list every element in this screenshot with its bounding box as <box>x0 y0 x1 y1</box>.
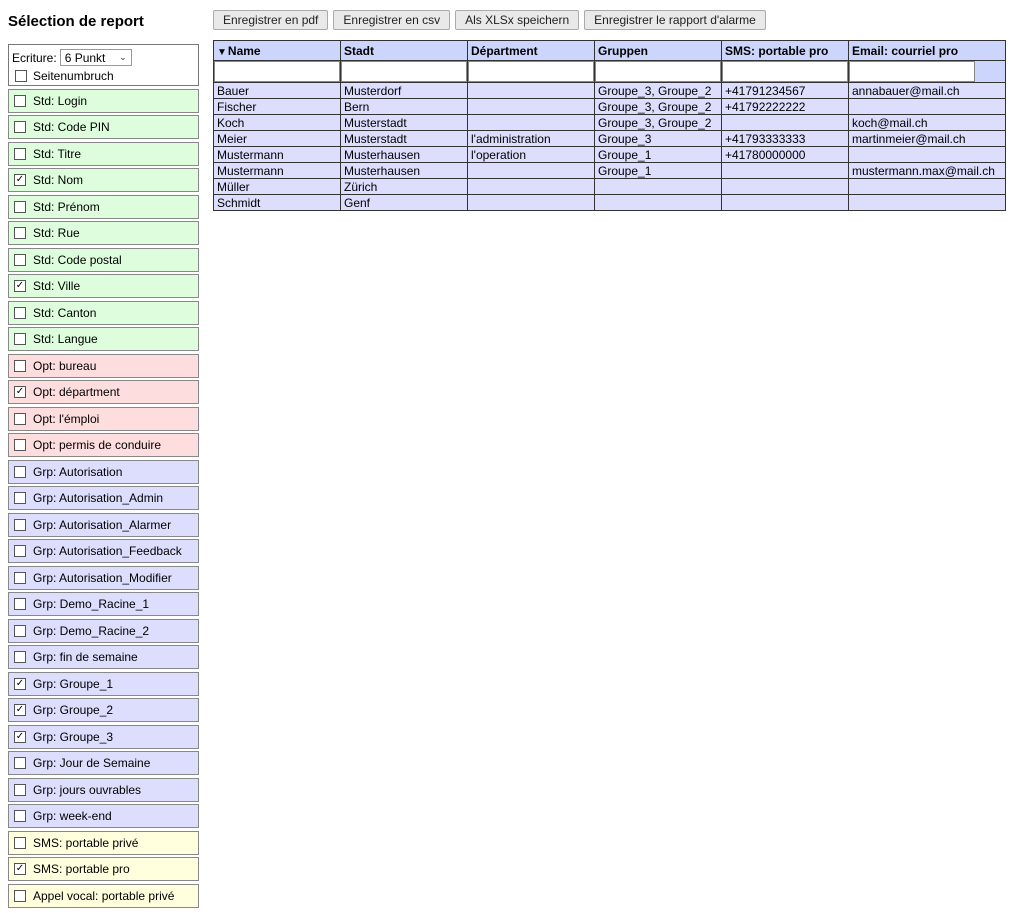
column-option-label: Grp: Groupe_2 <box>33 703 114 717</box>
column-option-label: Opt: départment <box>33 385 120 399</box>
column-option-label: Std: Langue <box>33 332 98 346</box>
column-option-label: Grp: Autorisation <box>33 464 123 479</box>
column-option-checkbox[interactable]: ✓ <box>15 677 25 689</box>
column-option-checkbox[interactable] <box>14 307 26 319</box>
column-option-label: Std: Titre <box>33 146 82 161</box>
column-header[interactable] <box>722 41 849 61</box>
table-cell: Groupe_3, Groupe_2 <box>595 83 722 99</box>
column-option-item[interactable] <box>8 857 199 881</box>
save-alarm-report-button[interactable]: Enregistrer le rapport d'alarme <box>584 10 766 30</box>
table-cell: +41792222222 <box>722 99 849 115</box>
table-cell: Musterstadt <box>341 131 468 147</box>
column-option-item[interactable] <box>8 725 199 749</box>
table-cell: l'administration <box>468 131 595 147</box>
column-option-item[interactable] <box>8 566 199 590</box>
table-cell: Musterstadt <box>341 115 468 131</box>
column-selection-list <box>8 89 199 908</box>
column-option-item[interactable] <box>8 645 199 669</box>
column-header-label: SMS: portable pro <box>725 43 829 58</box>
table-cell <box>468 115 595 131</box>
table-cell: Meier <box>214 131 341 147</box>
save-pdf-button[interactable]: Enregistrer en pdf <box>213 10 328 30</box>
table-cell: Bern <box>341 99 468 115</box>
table-row[interactable] <box>214 83 1006 99</box>
column-option-item[interactable] <box>8 539 199 563</box>
column-option-label: SMS: portable pro <box>33 862 130 876</box>
column-option-item[interactable] <box>8 301 199 325</box>
table-cell: martinmeier@mail.ch <box>849 131 1006 147</box>
column-option-checkbox[interactable] <box>14 360 26 372</box>
font-size-value: 6 Punkt <box>64 50 106 65</box>
table-cell: Groupe_1 <box>595 163 722 179</box>
table-cell: l'operation <box>468 147 595 163</box>
table-header-row <box>214 41 1006 61</box>
column-option-checkbox[interactable] <box>14 466 26 478</box>
page-title: Sélection de report <box>8 13 144 30</box>
column-option-label: Std: Code PIN <box>33 120 110 134</box>
table-cell: +41780000000 <box>722 147 849 163</box>
column-filter-input[interactable] <box>595 61 721 82</box>
table-cell: Müller <box>214 179 341 195</box>
column-option-checkbox[interactable] <box>14 757 26 769</box>
column-header-label: Stadt <box>344 43 374 58</box>
column-option-item[interactable] <box>8 142 199 166</box>
column-option-label: SMS: portable privé <box>33 835 139 850</box>
column-option-label: Grp: Autorisation_Feedback <box>33 544 182 558</box>
column-option-checkbox[interactable] <box>14 545 26 557</box>
column-option-item[interactable] <box>8 89 199 113</box>
toolbar <box>213 10 771 30</box>
column-option-item[interactable] <box>8 672 199 696</box>
column-option-checkbox[interactable] <box>14 148 26 160</box>
column-option-label: Grp: Demo_Racine_1 <box>33 597 150 611</box>
font-size-select[interactable] <box>60 49 132 66</box>
table-cell: Genf <box>341 195 468 211</box>
column-header-label: Départment <box>471 43 538 58</box>
table-cell: +41793333333 <box>722 131 849 147</box>
column-header-label: Email: courriel pro <box>852 43 959 58</box>
column-option-item[interactable] <box>8 460 199 484</box>
table-cell: Schmidt <box>214 195 341 211</box>
save-csv-button[interactable]: Enregistrer en csv <box>333 10 450 30</box>
report-selection-panel <box>8 44 199 908</box>
column-option-item[interactable] <box>8 168 199 192</box>
table-cell <box>849 147 1006 163</box>
column-option-item[interactable] <box>8 831 199 855</box>
table-cell: Fischer <box>214 99 341 115</box>
column-option-item[interactable] <box>8 195 199 219</box>
column-option-checkbox[interactable]: ✓ <box>15 704 25 715</box>
table-row[interactable] <box>214 163 1006 179</box>
table-cell <box>722 179 849 195</box>
table-cell: koch@mail.ch <box>849 115 1006 131</box>
column-option-item[interactable] <box>8 751 199 775</box>
column-option-label: Grp: week-end <box>33 809 112 823</box>
table-cell: Mustermann <box>214 147 341 163</box>
table-cell: annabauer@mail.ch <box>849 83 1006 99</box>
column-option-label: Std: Login <box>33 93 88 108</box>
column-option-label: Std: Ville <box>33 279 81 293</box>
column-option-label: Opt: permis de conduire <box>33 438 162 452</box>
column-option-item[interactable] <box>8 619 199 643</box>
column-header[interactable] <box>214 41 341 61</box>
column-option-item[interactable] <box>8 884 199 908</box>
column-option-item[interactable] <box>8 248 199 272</box>
column-option-checkbox[interactable] <box>14 227 26 239</box>
column-option-checkbox[interactable] <box>14 784 26 796</box>
column-option-checkbox[interactable] <box>14 121 26 133</box>
table-cell <box>722 195 849 211</box>
column-option-label: Std: Prénom <box>33 199 100 214</box>
column-option-checkbox[interactable] <box>14 95 26 107</box>
column-option-label: Std: Rue <box>33 226 80 240</box>
table-cell <box>468 195 595 211</box>
column-option-item[interactable] <box>8 354 199 378</box>
column-option-label: Grp: Autorisation_Modifier <box>33 570 172 585</box>
column-option-item[interactable] <box>8 380 199 404</box>
column-option-item[interactable] <box>8 698 199 722</box>
column-header[interactable] <box>341 41 468 61</box>
column-header[interactable] <box>468 41 595 61</box>
table-cell: Groupe_3, Groupe_2 <box>595 115 722 131</box>
table-cell: +41791234567 <box>722 83 849 99</box>
column-option-label: Opt: l'émploi <box>33 411 100 426</box>
column-option-item[interactable] <box>8 486 199 510</box>
column-header[interactable] <box>849 41 1006 61</box>
filter-row <box>214 61 1006 83</box>
column-option-item[interactable] <box>8 592 199 616</box>
column-option-checkbox[interactable] <box>14 625 26 637</box>
column-option-checkbox[interactable] <box>14 890 26 902</box>
sort-desc-icon: ▼ <box>217 46 227 58</box>
table-cell <box>722 163 849 179</box>
page-break-label: Seitenumbruch <box>33 69 114 83</box>
table-cell <box>468 83 595 99</box>
column-option-label: Grp: Groupe_3 <box>33 729 114 744</box>
page-break-checkbox[interactable] <box>15 70 27 82</box>
column-option-checkbox[interactable] <box>14 492 26 504</box>
table-cell: Zürich <box>341 179 468 195</box>
column-option-checkbox[interactable]: ✓ <box>15 174 25 185</box>
column-option-item[interactable] <box>8 274 199 298</box>
column-option-label: Grp: fin de semaine <box>33 650 138 664</box>
table-cell: mustermann.max@mail.ch <box>849 163 1006 179</box>
column-option-item[interactable] <box>8 115 199 139</box>
table-cell <box>722 115 849 131</box>
column-filter-input[interactable] <box>722 61 848 82</box>
column-option-label: Std: Nom <box>33 173 84 187</box>
table-cell: Musterhausen <box>341 147 468 163</box>
table-cell: Musterdorf <box>341 83 468 99</box>
table-row[interactable] <box>214 99 1006 115</box>
column-option-label: Grp: Groupe_1 <box>33 676 114 691</box>
table-cell <box>468 99 595 115</box>
column-option-item[interactable] <box>8 804 199 828</box>
column-option-label: Grp: jours ouvrables <box>33 782 142 797</box>
table-cell: Groupe_3 <box>595 131 722 147</box>
column-header-label: Gruppen <box>598 43 648 58</box>
column-option-checkbox[interactable] <box>14 810 26 822</box>
column-option-item[interactable] <box>8 407 199 431</box>
table-row[interactable] <box>214 131 1006 147</box>
column-option-checkbox[interactable] <box>14 201 26 213</box>
table-cell: Mustermann <box>214 163 341 179</box>
column-option-checkbox[interactable] <box>14 519 26 531</box>
table-cell <box>849 179 1006 195</box>
column-option-label: Opt: bureau <box>33 358 97 373</box>
column-option-checkbox[interactable] <box>14 254 26 266</box>
column-option-checkbox[interactable] <box>14 598 26 610</box>
column-filter-input[interactable] <box>468 61 594 82</box>
table-row[interactable] <box>214 195 1006 211</box>
column-option-checkbox[interactable] <box>14 333 26 345</box>
column-header[interactable] <box>595 41 722 61</box>
writing-options <box>8 44 199 86</box>
column-option-checkbox[interactable] <box>14 837 26 849</box>
column-option-item[interactable] <box>8 778 199 802</box>
column-filter-input[interactable] <box>849 61 975 82</box>
table-cell: Musterhausen <box>341 163 468 179</box>
table-cell <box>595 195 722 211</box>
column-option-item[interactable] <box>8 327 199 351</box>
column-option-label: Grp: Demo_Racine_2 <box>33 623 150 638</box>
column-option-label: Appel vocal: portable privé <box>33 888 175 903</box>
table-cell: Bauer <box>214 83 341 99</box>
table-cell <box>595 179 722 195</box>
table-row[interactable] <box>214 179 1006 195</box>
column-option-label: Grp: Jour de Semaine <box>33 756 151 770</box>
table-row[interactable] <box>214 147 1006 163</box>
column-option-label: Grp: Autorisation_Admin <box>33 491 164 505</box>
column-option-checkbox[interactable] <box>14 413 26 425</box>
column-option-checkbox[interactable] <box>14 439 26 451</box>
report-table <box>213 40 1006 211</box>
column-filter-input[interactable] <box>214 61 340 82</box>
table-cell <box>468 179 595 195</box>
table-cell <box>849 99 1006 115</box>
table-row[interactable] <box>214 115 1006 131</box>
save-xlsx-button[interactable]: Als XLSx speichern <box>455 10 579 30</box>
column-option-label: Grp: Autorisation_Alarmer <box>33 517 172 532</box>
column-option-checkbox[interactable] <box>14 572 26 584</box>
column-filter-input[interactable] <box>341 61 467 82</box>
table-cell: Groupe_1 <box>595 147 722 163</box>
column-option-item[interactable] <box>8 513 199 537</box>
writing-label: Ecriture: <box>12 50 57 65</box>
column-option-checkbox[interactable]: ✓ <box>15 386 25 397</box>
column-option-item[interactable] <box>8 433 199 457</box>
table-cell: Koch <box>214 115 341 131</box>
chevron-down-icon: ⌄ <box>119 52 127 62</box>
table-cell <box>849 195 1006 211</box>
column-option-checkbox[interactable]: ✓ <box>15 280 25 291</box>
column-option-checkbox[interactable] <box>14 651 26 663</box>
table-cell: Groupe_3, Groupe_2 <box>595 99 722 115</box>
column-header-label: Name <box>227 43 261 58</box>
column-option-checkbox[interactable]: ✓ <box>15 730 25 742</box>
column-option-label: Std: Canton <box>33 305 97 320</box>
column-option-item[interactable] <box>8 221 199 245</box>
table-cell <box>468 163 595 179</box>
column-option-label: Std: Code postal <box>33 252 122 267</box>
column-option-checkbox[interactable]: ✓ <box>15 863 25 874</box>
